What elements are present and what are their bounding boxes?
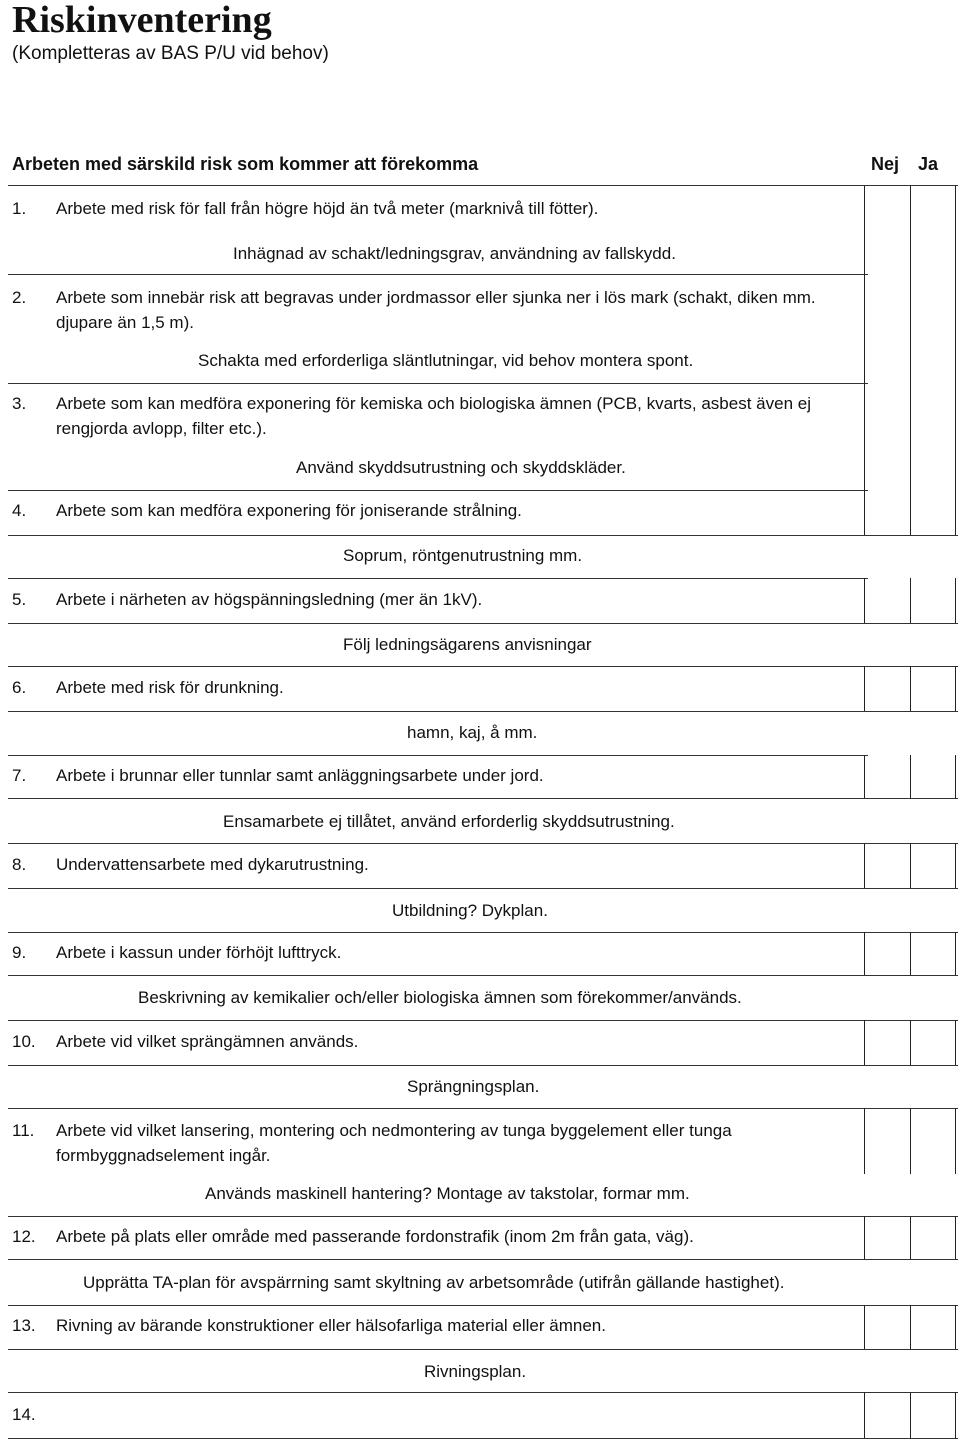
checkbox-no[interactable] bbox=[864, 666, 910, 711]
checkbox-yes[interactable] bbox=[910, 1392, 956, 1438]
checkbox-yes[interactable] bbox=[910, 1020, 956, 1065]
item-number: 3. bbox=[12, 394, 27, 413]
row-divider bbox=[8, 843, 958, 844]
item-note: Utbildning? Dykplan. bbox=[392, 901, 548, 920]
row-divider bbox=[8, 1349, 958, 1350]
checkbox-no[interactable] bbox=[864, 1305, 910, 1349]
item-text: Arbete med risk för drunkning. bbox=[56, 678, 284, 697]
row-divider bbox=[8, 1438, 958, 1439]
row-divider bbox=[8, 975, 958, 976]
item-number: 9. bbox=[12, 943, 27, 962]
item-text: Undervattensarbete med dykarutrustning. bbox=[56, 855, 369, 874]
row-divider bbox=[8, 1065, 958, 1066]
row-divider bbox=[8, 578, 868, 579]
checkbox-yes[interactable] bbox=[910, 755, 956, 798]
item-number: 2. bbox=[12, 288, 27, 307]
page-subtitle: (Kompletteras av BAS P/U vid behov) bbox=[12, 43, 329, 64]
checkbox-yes[interactable] bbox=[910, 843, 956, 888]
checkbox-no[interactable] bbox=[864, 578, 910, 623]
item-number: 12. bbox=[12, 1227, 36, 1246]
row-divider bbox=[8, 274, 868, 275]
item-number: 4. bbox=[12, 501, 27, 520]
row-divider bbox=[8, 623, 958, 624]
checkbox-yes[interactable] bbox=[910, 1305, 956, 1349]
item-text: Arbete med risk för fall från högre höjd än två meter (marknivå till fötter). bbox=[56, 199, 599, 218]
item-number: 6. bbox=[12, 678, 27, 697]
row-divider bbox=[8, 666, 958, 667]
row-divider bbox=[8, 932, 958, 933]
row-divider bbox=[8, 798, 958, 799]
checkbox-no[interactable] bbox=[864, 843, 910, 888]
item-note: Sprängningsplan. bbox=[407, 1077, 540, 1096]
item-text: Arbete i brunnar eller tunnlar samt anläggningsarbete under jord. bbox=[56, 766, 544, 785]
item-number: 5. bbox=[12, 590, 27, 609]
item-note: Ensamarbete ej tillåtet, använd erforderlig skyddsutrustning. bbox=[223, 812, 675, 831]
item-number: 7. bbox=[12, 766, 27, 785]
checkbox-no[interactable] bbox=[864, 490, 910, 535]
item-note: Används maskinell hantering? Montage av takstolar, formar mm. bbox=[205, 1184, 690, 1203]
item-note: Inhägnad av schakt/ledningsgrav, användning av fallskydd. bbox=[233, 244, 676, 263]
checkbox-no[interactable] bbox=[864, 186, 910, 274]
checkbox-yes[interactable] bbox=[910, 274, 956, 383]
checkbox-no[interactable] bbox=[864, 1020, 910, 1065]
section-heading: Arbeten med särskild risk som kommer att förekomma bbox=[12, 154, 479, 174]
checkbox-no[interactable] bbox=[864, 274, 910, 383]
checkbox-yes[interactable] bbox=[910, 1216, 956, 1259]
row-divider bbox=[8, 1216, 958, 1217]
checkbox-no[interactable] bbox=[864, 755, 910, 798]
row-divider bbox=[8, 1305, 958, 1306]
checkbox-yes[interactable] bbox=[910, 490, 956, 535]
checkbox-no[interactable] bbox=[864, 383, 910, 490]
checkbox-no[interactable] bbox=[864, 1216, 910, 1259]
item-note: Upprätta TA-plan för avspärrning samt skyltning av arbetsområde (utifrån gällande hastighet). bbox=[83, 1273, 785, 1292]
item-note: Rivningsplan. bbox=[424, 1362, 527, 1381]
item-note: Schakta med erforderliga släntlutningar, vid behov montera spont. bbox=[198, 351, 694, 370]
item-note: hamn, kaj, å mm. bbox=[407, 723, 538, 742]
item-number: 14. bbox=[12, 1405, 36, 1424]
checkbox-no[interactable] bbox=[864, 932, 910, 975]
checkbox-no[interactable] bbox=[864, 1108, 910, 1174]
item-text: Arbete vid vilket sprängämnen används. bbox=[56, 1032, 359, 1051]
item-text: Arbete på plats eller område med passerande fordonstrafik (inom 2m från gata, väg). bbox=[56, 1227, 694, 1246]
row-divider bbox=[8, 383, 868, 384]
checkbox-yes[interactable] bbox=[910, 383, 956, 490]
item-number: 1. bbox=[12, 199, 27, 218]
item-note: Soprum, röntgenutrustning mm. bbox=[343, 546, 583, 565]
row-divider bbox=[8, 1259, 958, 1260]
checkbox-yes[interactable] bbox=[910, 186, 956, 274]
row-divider bbox=[8, 711, 958, 712]
checkbox-yes[interactable] bbox=[910, 666, 956, 711]
checkbox-yes[interactable] bbox=[910, 578, 956, 623]
checkbox-no[interactable] bbox=[864, 1392, 910, 1438]
row-divider bbox=[8, 1392, 958, 1393]
item-text: Arbete vid vilket lansering, montering och nedmontering av tunga byggelement eller tunga formbyggnadselement ingår. bbox=[56, 1121, 732, 1165]
item-number: 10. bbox=[12, 1032, 36, 1051]
item-text: Arbete i närheten av högspänningsledning (mer än 1kV). bbox=[56, 590, 483, 609]
item-text: Arbete som innebär risk att begravas under jordmassor eller sjunka ner i lös mark (schakt, diken mm. djupare än 1,5 m). bbox=[56, 288, 816, 332]
checkbox-yes[interactable] bbox=[910, 932, 956, 975]
checkbox-yes[interactable] bbox=[910, 1108, 956, 1174]
item-number: 11. bbox=[12, 1121, 35, 1140]
item-text: Arbete som kan medföra exponering för kemiska och biologiska ämnen (PCB, kvarts, asbest även ej rengjorda avlopp, filter etc.). bbox=[56, 394, 811, 438]
row-divider bbox=[8, 1108, 958, 1109]
row-divider bbox=[8, 755, 868, 756]
item-note: Använd skyddsutrustning och skyddskläder. bbox=[296, 458, 626, 477]
row-divider bbox=[8, 535, 958, 536]
row-divider bbox=[8, 490, 868, 491]
column-header-yes: Ja bbox=[918, 154, 939, 174]
page-title: Riskinventering bbox=[12, 0, 272, 41]
row-divider bbox=[8, 1020, 958, 1021]
item-note: Följ ledningsägarens anvisningar bbox=[343, 635, 592, 654]
item-text: Arbete som kan medföra exponering för joniserande strålning. bbox=[56, 501, 522, 520]
row-divider bbox=[8, 185, 958, 186]
item-text: Rivning av bärande konstruktioner eller hälsofarliga material eller ämnen. bbox=[56, 1316, 606, 1335]
item-number: 13. bbox=[12, 1316, 36, 1335]
item-text: Arbete i kassun under förhöjt lufttryck. bbox=[56, 943, 342, 962]
row-divider bbox=[8, 888, 958, 889]
item-note: Beskrivning av kemikalier och/eller biologiska ämnen som förekommer/används. bbox=[138, 988, 742, 1007]
item-number: 8. bbox=[12, 855, 27, 874]
column-header-no: Nej bbox=[871, 154, 900, 174]
